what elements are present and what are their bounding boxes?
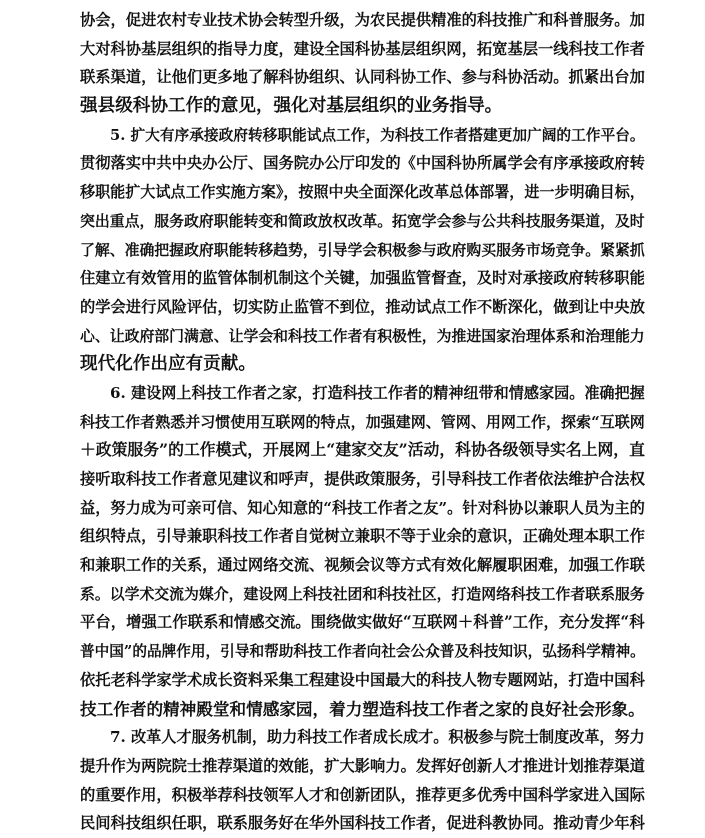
text-line: 强县级科协工作的意见，强化对基层组织的业务指导。: [80, 95, 503, 117]
paragraph-first-line: 5. 扩大有序承接政府转移职能试点工作，为科技工作者搭建更加广阔的工作平台。: [110, 126, 645, 144]
text-line: 的学会进行风险评估，切实防止监管不到位，推动试点工作不断深化，做到让中央放: [80, 297, 645, 316]
text-line: 提升作为两院院士推荐渠道的效能，扩大影响力。发挥好创新人才推进计划推荐渠道: [80, 756, 645, 775]
text-line: 贯彻落实中共中央办公厅、国务院办公厅印发的《中国科协所属学会有序承接政府转: [80, 154, 645, 173]
text-line: 益，努力成为可亲可信、知心知意的“科技工作者之友”。针对科协以兼职人员为主的: [80, 498, 645, 517]
text-line: 接听取科技工作者意见建议和呼声，提供政策服务，引导科技工作者依法维护合法权: [80, 470, 645, 488]
text-line: 了解、准确把握政府职能转移趋势，引导学会积极参与政府购买服务市场竞争。紧紧抓: [80, 240, 645, 259]
text-line: 现代化作出应有贡献。: [80, 353, 256, 375]
text-line: 住建立有效管用的监管体制机制这个关键，加强监管督查，及时对承接政府转移职能: [80, 269, 645, 288]
text-line: 平台，增强工作联系和情感交流。围绕做实做好“互联网＋科普”工作，充分发挥“科: [80, 613, 645, 632]
text-line: 协会，促进农村专业技术协会转型升级，为农民提供精准的科技推广和科普服务。加: [80, 11, 645, 29]
text-line: 大对科协基层组织的指导力度，建设全国科协基层组织网，拓宽基层一线科技工作者: [80, 39, 645, 58]
text-line: 科技工作者熟悉并习惯使用互联网的特点，加强建网、管网、用网工作，探索“互联网: [80, 412, 645, 431]
text-line: 普中国”的品牌作用，引导和帮助科技工作者向社会公众普及科技知识，弘扬科学精神。: [80, 643, 645, 661]
text-line: 组织特点，引导兼职科技工作者自觉树立兼职不等于业余的意识，正确处理本职工作: [80, 527, 645, 546]
text-line: 联系渠道，让他们更多地了解科协组织、认同科协工作、参与科协活动。抓紧出台加: [80, 68, 645, 87]
text-line: 移职能扩大试点工作实施方案》，按照中央全面深化改革总体部署，进一步明确目标，: [80, 183, 645, 202]
document-body: [80, 6, 645, 838]
text-line: 的重要作用，积极举荐科技领军人才和创新团队，推荐更多优秀中国科学家进入国际: [80, 785, 645, 804]
text-line: 技工作者的精神殿堂和情感家园，着力塑造科技工作者之家的良好社会形象。: [80, 698, 645, 719]
text-line: ＋政策服务”的工作模式，开展网上“建家交友”活动，科协各级领导实名上网，直: [80, 440, 645, 460]
text-line: 和兼职工作的关系，通过网络交流、视频会议等方式有效化解履职困难，加强工作联: [80, 556, 645, 575]
paragraph-first-line: 6. 建设网上科技工作者之家，打造科技工作者的精神纽带和情感家园。准确把握: [110, 383, 645, 402]
text-line: 心、让政府部门满意、让学会和科技工作者有积极性，为推进国家治理体系和治理能力: [80, 326, 645, 345]
text-line: 依托老科学家学术成长资料采集工程建设中国最大的科技人物专题网站，打造中国科: [80, 670, 645, 689]
paragraph-first-line: 7. 改革人才服务机制，助力科技工作者成长成才。积极参与院士制度改革，努力: [110, 728, 645, 747]
text-line: 突出重点，服务政府职能转变和简政放权改革。拓宽学会参与公共科技服务渠道，及时: [80, 211, 645, 230]
text-line: 民间科技组织任职，联系服务好在华外国科技工作者，促进科教协同。推动青少年科: [80, 814, 645, 833]
text-line: 系。以学术交流为媒介，建设网上科技社团和科技社区，打造网络科技工作者联系服务: [80, 584, 645, 603]
